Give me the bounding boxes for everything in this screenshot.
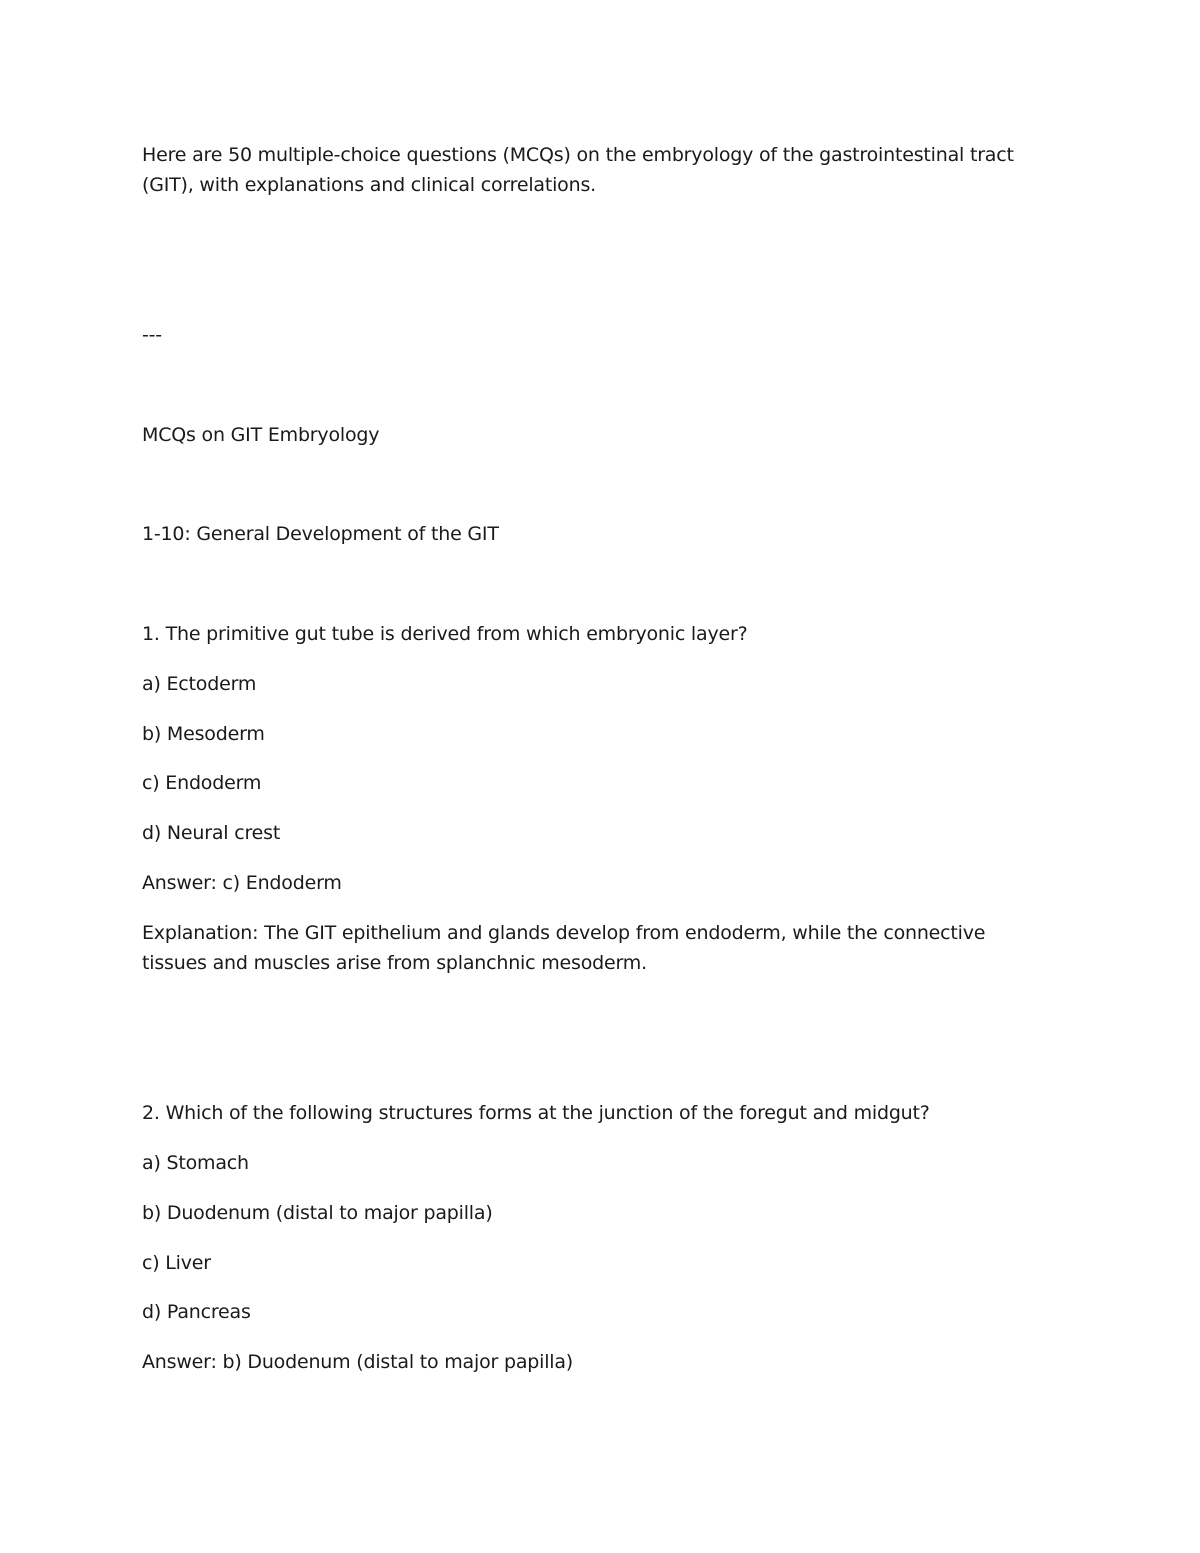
question-2-option-a: a) Stomach xyxy=(142,1152,249,1174)
question-2-option-d: d) Pancreas xyxy=(142,1301,251,1323)
intro-paragraph: Here are 50 multiple-choice questions (MCQs) on the embryology of the gastrointestinal tract (GIT), with explanations and clinical correlations. xyxy=(142,144,1014,196)
section-heading: 1-10: General Development of the GIT xyxy=(142,523,499,545)
document-heading: MCQs on GIT Embryology xyxy=(142,424,380,446)
question-2-text: 2. Which of the following structures forms at the junction of the foregut and midgut? xyxy=(142,1102,930,1124)
question-1-answer: Answer: c) Endoderm xyxy=(142,872,342,894)
question-2-option-c: c) Liver xyxy=(142,1252,211,1274)
question-1-text: 1. The primitive gut tube is derived from which embryonic layer? xyxy=(142,623,748,645)
question-2-answer: Answer: b) Duodenum (distal to major papilla) xyxy=(142,1351,574,1373)
question-2-option-b: b) Duodenum (distal to major papilla) xyxy=(142,1202,493,1224)
separator: --- xyxy=(142,324,162,346)
question-1-option-c: c) Endoderm xyxy=(142,772,262,794)
question-1-option-b: b) Mesoderm xyxy=(142,723,265,745)
question-1-explanation: Explanation: The GIT epithelium and glands develop from endoderm, while the connective tissues and muscles arise from splanchnic mesoderm. xyxy=(142,922,986,974)
question-1-option-a: a) Ectoderm xyxy=(142,673,257,695)
question-1-option-d: d) Neural crest xyxy=(142,822,281,844)
